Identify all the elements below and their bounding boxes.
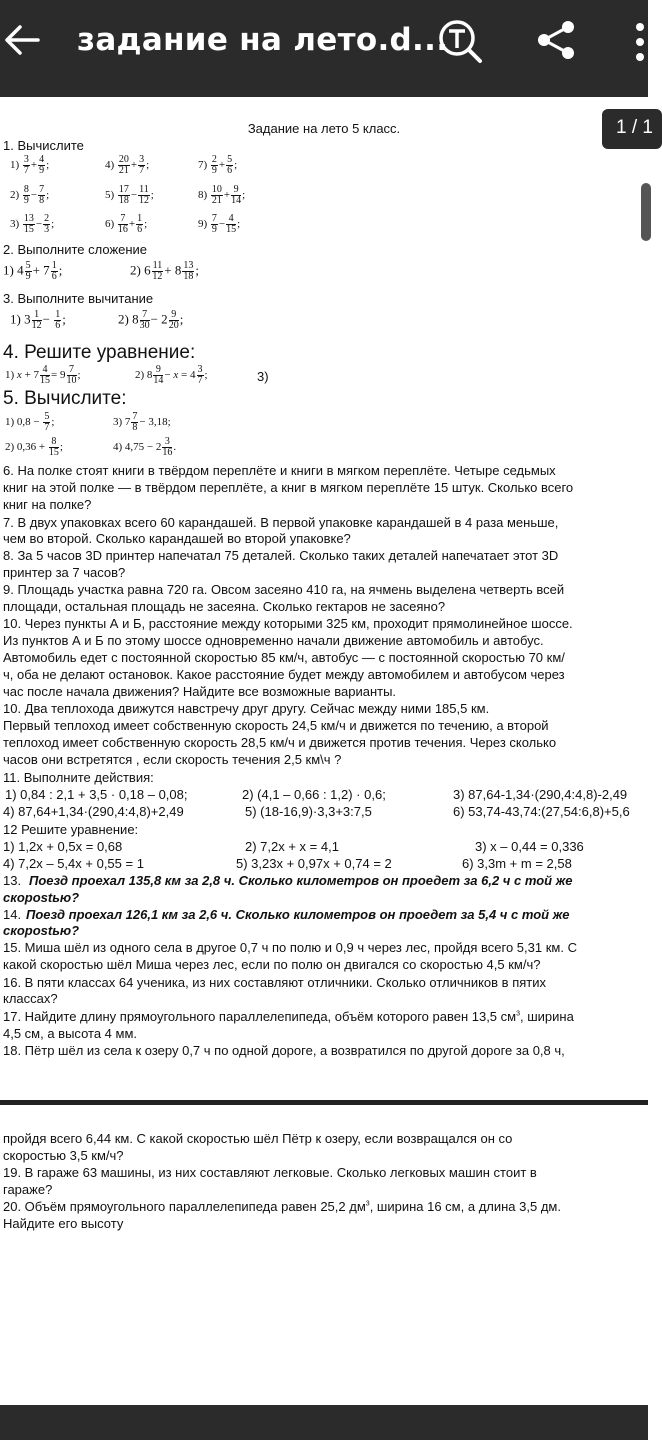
- math-row: 2) 0,36 + $\frac{8}{15}$ ;: [5, 436, 63, 458]
- text-line: теплоход имеет собственную скорость 28,5 км/ч и движется против течения. Через сколько: [3, 735, 557, 750]
- text-line: 16. В пяти классах 64 ученика, из них составляют отличники. Сколько отличников в пятих: [3, 975, 546, 990]
- text-line: книг на полке?: [3, 497, 92, 512]
- text-line: гараже?: [3, 1182, 53, 1197]
- math-row: 5) $\frac{17}{18}$ − $\frac{11}{12}$ ;: [105, 184, 154, 206]
- exercise-item: 3) 87,64-1,34·(290,4:4,8)-2,49: [453, 787, 628, 802]
- more-vert-icon[interactable]: [632, 22, 648, 62]
- text-line: 4,5 см, а высота 4 мм.: [3, 1026, 138, 1041]
- document-page-1: [0, 97, 653, 1103]
- document-page-2: [0, 1105, 648, 1405]
- app-bar: [0, 0, 648, 97]
- math-row: 4) 4,75 − 2 $\frac{3}{16}$ .: [113, 436, 177, 458]
- exercise-item: 5) 3,23х + 0,97х + 0,74 = 2: [236, 856, 392, 871]
- text-line: 9. Площадь участка равна 720 га. Овсом засеяно 410 га, на ячмень выделена четверть всей: [3, 582, 565, 597]
- math-row: 4) $\frac{20}{21}$ + $\frac{3}{7}$ ;: [105, 154, 150, 176]
- text-line: 20. Объём прямоугольного параллелепипеда равен 25,2 $дм^3$, ширина 16 см, а длина 3,5 дм.: [3, 1199, 561, 1214]
- math-row: 6) $\frac{7}{16}$ + $\frac{1}{6}$ ;: [105, 213, 148, 235]
- page-heading: Задание на лето 5 класс.: [247, 121, 401, 136]
- math-row: 1) x + 7 $\frac{4}{15}$ = 9 $\frac{7}{10}$ ;: [5, 364, 81, 386]
- section-4-heading: 4. Решите уравнение:: [3, 342, 196, 363]
- text-line: 8. За 5 часов 3D принтер напечатал 75 деталей. Сколько таких деталей напечатает этот 3D: [3, 548, 559, 563]
- math-row: 2) 6 $\frac{11}{12}$ + 8 $\frac{13}{18}$ ;: [130, 260, 199, 282]
- math-row: 3) 7 $\frac{7}{8}$ − 3,18;: [113, 411, 171, 433]
- text-line: Автомобиль едет с постоянной скоростью 85 км/ч, автобус — с постоянной скоростью 70 км/: [3, 650, 565, 665]
- text-line: какой скоростью шёл Миша через лес, если по полю он двигался со скоростью 4,5 км/ч?: [3, 957, 541, 972]
- math-row: 9) $\frac{7}{9}$ − $\frac{4}{15}$ ;: [198, 213, 241, 235]
- text-line: ч, оба не делают остановок. Какое расстояние будет между автомобилем и автобусом через: [3, 667, 565, 682]
- text-line: Поезд проехал 126,1 км за 2,6 ч. Сколько километров он проедет за 5,4 ч с той же: [26, 907, 570, 922]
- exercise-item: 2) 7,2х + х = 4,1: [245, 839, 339, 854]
- text-line: классах?: [3, 991, 58, 1006]
- equation-3-label: 3): [257, 369, 269, 384]
- translate-icon[interactable]: [437, 18, 483, 64]
- text-line: скорostью?: [3, 890, 80, 905]
- exercise-item: 3) х – 0,44 = 0,336: [475, 839, 584, 854]
- problem-number: 14.: [3, 907, 22, 922]
- section-12-heading: 12 Решите уравнение:: [3, 822, 139, 837]
- section-1-heading: 1. Вычислите: [3, 138, 84, 153]
- text-line: 17. Найдите длину прямоугольного параллелепипеда, объём которого равен 13,5 $см^3$, ширина: [3, 1009, 574, 1024]
- text-line: 10. Через пункты А и Б, расстояние между которыми 325 км, проходит прямолинейное шоссе.: [3, 616, 573, 631]
- section-11-heading: 11. Выполните действия:: [3, 770, 154, 785]
- exercise-item: 4) 7,2х – 5,4х + 0,55 = 1: [3, 856, 144, 871]
- math-row: 1) 3 $\frac{1}{12}$ − $\frac{1}{6}$ ;: [10, 309, 66, 331]
- math-row: 2) 8 $\frac{7}{30}$ − 2 $\frac{9}{20}$ ;: [118, 309, 184, 331]
- text-line: часов они встретятся , если скорость течения 2,5 км\ч ?: [3, 752, 342, 767]
- math-row: 3) $\frac{13}{15}$ − $\frac{2}{3}$ ;: [10, 213, 55, 235]
- document-title: задание на лето.d...: [77, 22, 449, 58]
- exercise-item: 6) 53,74-43,74:(27,54:6,8)+5,6: [453, 804, 630, 819]
- section-5-heading: 5. Вычислите:: [3, 388, 127, 409]
- text-line: 7. В двух упаковках всего 60 карандашей. В первой упаковке карандашей в 4 раза меньше,: [3, 515, 559, 530]
- math-row: 1) 4 $\frac{5}{9}$ + 7 $\frac{1}{6}$ ;: [3, 260, 63, 282]
- math-row: 1) 0,8 − $\frac{5}{7}$ ;: [5, 411, 55, 433]
- exercise-item: 4) 87,64+1,34·(290,4:4,8)+2,49: [3, 804, 184, 819]
- bottom-bar: [0, 1405, 648, 1440]
- exercise-item: 1) 1,2х + 0,5х = 0,68: [3, 839, 123, 854]
- math-row: 1) $\frac{3}{7}$ + $\frac{4}{9}$ ;: [10, 154, 50, 176]
- text-line: скоростью 3,5 км/ч?: [3, 1148, 124, 1163]
- math-row: 2) 8 $\frac{9}{14}$ − x = 4 $\frac{3}{7}$ ;: [135, 364, 208, 386]
- exercise-item: 2) (4,1 – 0,66 : 1,2) · 0,6;: [242, 787, 386, 802]
- exercise-item: 6) 3,3m + m = 2,58: [462, 856, 572, 871]
- math-row: 7) $\frac{2}{9}$ + $\frac{5}{6}$ ;: [198, 154, 238, 176]
- text-line: площади, остальная площадь не засеяна. Сколько гектаров не засеяно?: [3, 599, 446, 614]
- text-line: скорostью?: [3, 923, 80, 938]
- math-row: 2) $\frac{8}{9}$ − $\frac{7}{8}$ ;: [10, 184, 50, 206]
- text-line: Первый теплоход имеет собственную скорость 24,5 км/ч и движется по течению, а второй: [3, 718, 549, 733]
- exercise-item: 1) 0,84 : 2,1 + 3,5 · 0,18 – 0,08;: [5, 787, 188, 802]
- text-line: 6. На полке стоят книги в твёрдом переплёте и книги в мягком переплёте. Четыре седьмых: [3, 463, 556, 478]
- text-line: книг на этой полке — в твёрдом переплёте, а книг в мягком переплёте 15 штук. Сколько всего: [3, 480, 574, 495]
- text-line: 18. Пётр шёл из села к озеру 0,7 ч по одной дороге, а возвратился по другой дороге за 0,8 ч,: [3, 1043, 565, 1058]
- math-row: 8) $\frac{10}{21}$ + $\frac{9}{14}$ ;: [198, 184, 246, 206]
- text-line: 15. Миша шёл из одного села в другое 0,7 ч по полю и 0,9 ч через лес, пройдя всего 5,31 км. С: [3, 940, 577, 955]
- section-2-heading: 2. Выполните сложение: [3, 242, 148, 257]
- share-icon[interactable]: [535, 18, 577, 62]
- text-line: 19. В гараже 63 машины, из них составляют легковые. Сколько легковых машин стоит в: [3, 1165, 537, 1180]
- text-line: час после начала движения? Найдите все возможные варианты.: [3, 684, 397, 699]
- section-3-heading: 3. Выполните вычитание: [3, 291, 154, 306]
- scroll-thumb[interactable]: [641, 183, 651, 241]
- back-arrow-icon[interactable]: [2, 18, 42, 62]
- text-line: Поезд проехал 135,8 км за 2,8 ч. Сколько километров он проедет за 6,2 ч с той же: [29, 873, 573, 888]
- problem-number: 13.: [3, 873, 22, 888]
- text-line: принтер за 7 часов?: [3, 565, 126, 580]
- page-indicator: 1 / 1: [602, 109, 662, 149]
- text-line: пройдя всего 6,44 км. С какой скоростью шёл Пётр к озеру, если возвращался он со: [3, 1131, 513, 1146]
- text-line: Найдите его высоту: [3, 1216, 124, 1231]
- text-line: чем во второй. Сколько карандашей во второй упаковке?: [3, 531, 351, 546]
- text-line: Из пунктов А и Б по этому шоссе одновременно начали движение автомобиль и автобус.: [3, 633, 544, 648]
- text-line: 10. Два теплохода движутся навстречу друг другу. Сейчас между ними 185,5 км.: [3, 701, 490, 716]
- exercise-item: 5) (18-16,9)·3,3+3:7,5: [245, 804, 372, 819]
